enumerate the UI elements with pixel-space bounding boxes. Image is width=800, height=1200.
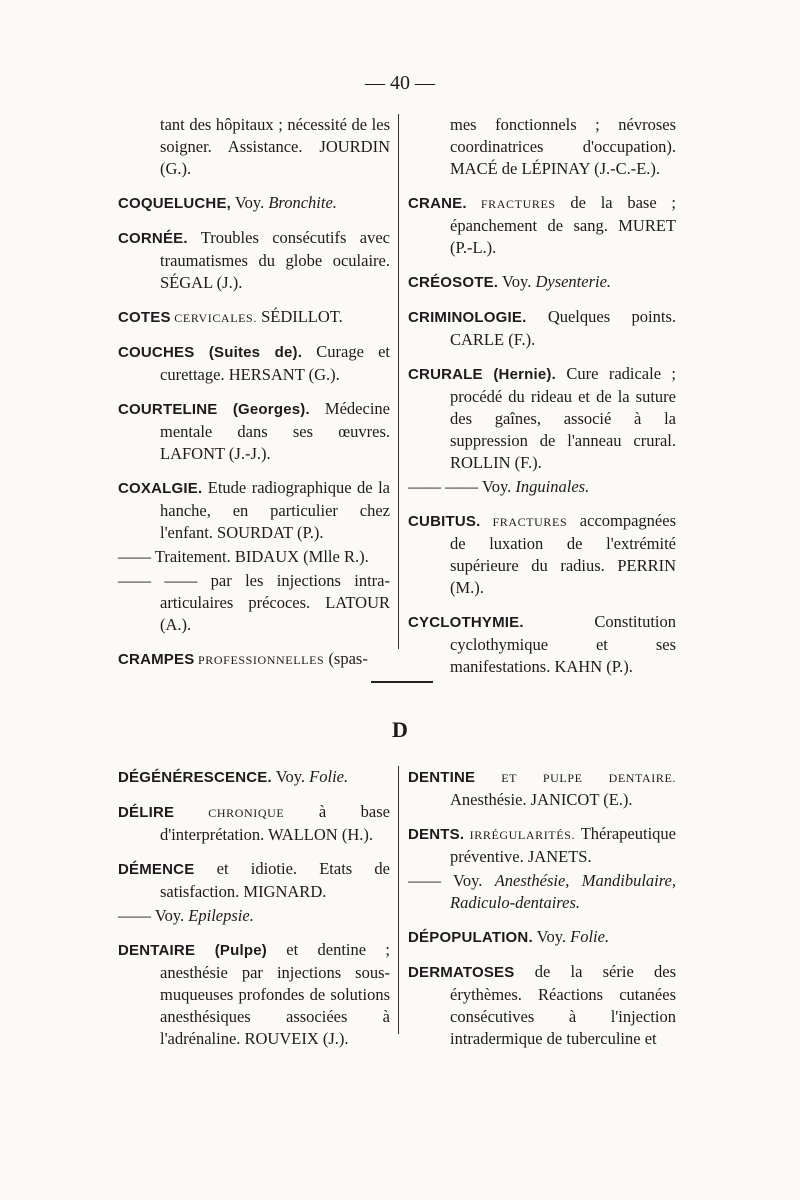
entry-term: COUCHES (Suites de). <box>118 344 303 361</box>
section-letter-heading: D <box>392 717 408 742</box>
entry-term: CUBITUS. <box>408 513 481 530</box>
column-right-top <box>408 114 676 690</box>
entry-text: SÉDILLOT. <box>256 307 343 326</box>
entry-criminologie <box>408 306 676 351</box>
entry-text: Voy. <box>498 272 536 291</box>
entry-couches <box>118 341 390 386</box>
entry-text: Curage et curettage. HERSANT (G.). <box>160 342 390 384</box>
entry-text: Quelques points. CARLE (F.). <box>450 307 676 349</box>
entry-text: Anesthésie. JANICOT (E.). <box>450 790 633 809</box>
entry-crossref: Folie. <box>309 767 349 786</box>
entry-term: DÉPOPULATION. <box>408 929 533 946</box>
entry-text: accompagnées de luxation de l'extrémité supérieure du radius. PERRIN (M.). <box>450 511 676 597</box>
entry-term: CRÉOSOTE. <box>408 274 499 291</box>
entry-term: DERMATOSES <box>408 964 515 981</box>
entry-crossref: Folie. <box>570 927 610 946</box>
entry-subterm: FRACTURES <box>480 515 568 529</box>
entry-dents-voy <box>408 870 676 914</box>
entry-subterm: CERVICALES. <box>170 311 257 325</box>
entry-courteline <box>118 398 390 465</box>
column-left-top <box>118 114 390 683</box>
entry-dents <box>408 823 676 868</box>
entry-continuation: tant des hôpitaux ; nécessité de les soigner. Assistance. JOURDIN (G.). <box>160 115 390 178</box>
entry-cubitus <box>408 510 676 599</box>
entry-text: Troubles consécutifs avec traumatismes du globe oculaire. SÉGAL (J.). <box>160 228 390 292</box>
entry-creosote <box>408 271 676 294</box>
entry-text: Thérapeutique préventive. JANETS. <box>450 824 676 866</box>
entry-crossref: Bronchite. <box>268 193 337 212</box>
entry-subterm: FRACTURES <box>466 197 556 211</box>
entry-term: DENTAIRE (Pulpe) <box>118 942 267 959</box>
entry-term: DENTS. <box>408 826 465 843</box>
entry-term: CRIMINOLOGIE. <box>408 309 527 326</box>
entry-term: DENTINE <box>408 769 476 786</box>
entry-text: Voy. <box>532 927 571 946</box>
entry-crossref: Inguinales. <box>515 477 590 496</box>
entry-degenerescence <box>118 766 390 789</box>
entry-subterm: CHRONIQUE <box>174 806 285 820</box>
column-divider-bottom <box>398 766 399 1034</box>
entry-delire <box>118 801 390 846</box>
entry-demence-voy <box>118 905 390 927</box>
entry-crampes <box>118 648 390 671</box>
entry-term: CORNÉE. <box>118 230 188 247</box>
entry-cornee <box>118 227 390 294</box>
entry-dentaire <box>118 939 390 1050</box>
entry-subterm: IRRÉGULARITÉS. <box>464 828 576 842</box>
entry-text: Etude radiographique de la hanche, en particulier chez l'enfant. SOURDAT (P.). <box>160 478 390 542</box>
entry-continuation: mes fonctionnels ; névroses coordinatrices d'occupation). MACÉ de LÉPINAY (J.-C.-E.). <box>450 115 676 178</box>
entry-cotes <box>118 306 390 329</box>
entry-text: Médecine mentale dans ses œuvres. LAFONT (J.-J.). <box>160 399 390 463</box>
entry-depopulation <box>408 926 676 949</box>
entry-text: —— Voy. <box>408 871 495 890</box>
entry-crurale-voy <box>408 476 676 498</box>
page-number: — 40 — <box>365 72 435 94</box>
entry-crossref: Dysenterie. <box>535 272 612 291</box>
column-divider-top <box>398 114 399 649</box>
entry-term: DÉLIRE <box>118 804 175 821</box>
entry-coxalgie-injections: —— —— par les injections intra-articulaires précoces. LATOUR (A.). <box>118 571 390 634</box>
entry-term: CYCLOTHYMIE. <box>408 614 524 631</box>
entry-term: COURTELINE (Georges). <box>118 401 310 418</box>
section-separator-rule <box>371 681 433 683</box>
entry-term: COTES <box>118 309 171 326</box>
entry-term: DÉGÉNÉRESCENCE. <box>118 769 272 786</box>
column-left-bottom <box>118 766 390 1062</box>
entry-term: CRANE. <box>408 195 467 212</box>
entry-text: Voy. <box>231 193 269 212</box>
entry-term: CRURALE (Hernie). <box>408 366 556 383</box>
entry-text: et idiotie. Etats de satisfaction. MIGNARD. <box>160 859 390 901</box>
entry-text: Voy. <box>271 767 310 786</box>
entry-crane <box>408 192 676 259</box>
column-right-bottom <box>408 766 676 1062</box>
entry-text: (spas- <box>324 649 368 668</box>
entry-text: de la base ; épanchement de sang. MURET (P.-L.). <box>450 193 676 257</box>
entry-crossref: Epilepsie. <box>188 906 254 925</box>
entry-coxalgie <box>118 477 390 544</box>
entry-dermatoses <box>408 961 676 1050</box>
entry-text: Constitution cyclothymique et ses manifestations. KAHN (P.). <box>450 612 676 676</box>
entry-text: de la série des érythèmes. Réactions cutanées consécutives à l'injection intradermique de tuberculine et <box>450 962 676 1048</box>
entry-crurale <box>408 363 676 474</box>
entry-term: COQUELUCHE, <box>118 195 232 212</box>
entry-text: à base d'interprétation. WALLON (H.). <box>160 802 390 844</box>
entry-text: et dentine ; anesthésie par injections sous-muqueuses profondes de solutions anesthésiques associées à l'adrénaline. ROUVEIX (J.). <box>160 940 390 1048</box>
entry-cyclothymie <box>408 611 676 678</box>
entry-text: Cure radicale ; procédé du rideau et de la suture des gaînes, associé à la suppression de l'anneau crural. ROLLIN (F.). <box>450 364 676 472</box>
entry-subterm: ET PULPE DENTAIRE. <box>475 771 676 785</box>
entry-coqueluche <box>118 192 390 215</box>
entry-text: —— Voy. <box>118 906 189 925</box>
entry-crossref: Anesthésie, Mandibulaire, Radiculo-dentaires. <box>450 871 676 912</box>
entry-coxalgie-traitement: —— Traitement. BIDAUX (Mlle R.). <box>118 547 369 566</box>
entry-text: —— —— Voy. <box>408 477 516 496</box>
entry-term: CRAMPES <box>118 651 195 668</box>
entry-demence <box>118 858 390 903</box>
entry-term: DÉMENCE <box>118 861 195 878</box>
entry-dentine <box>408 766 676 811</box>
entry-term: COXALGIE. <box>118 480 203 497</box>
entry-subterm: PROFESSIONNELLES <box>194 653 325 667</box>
